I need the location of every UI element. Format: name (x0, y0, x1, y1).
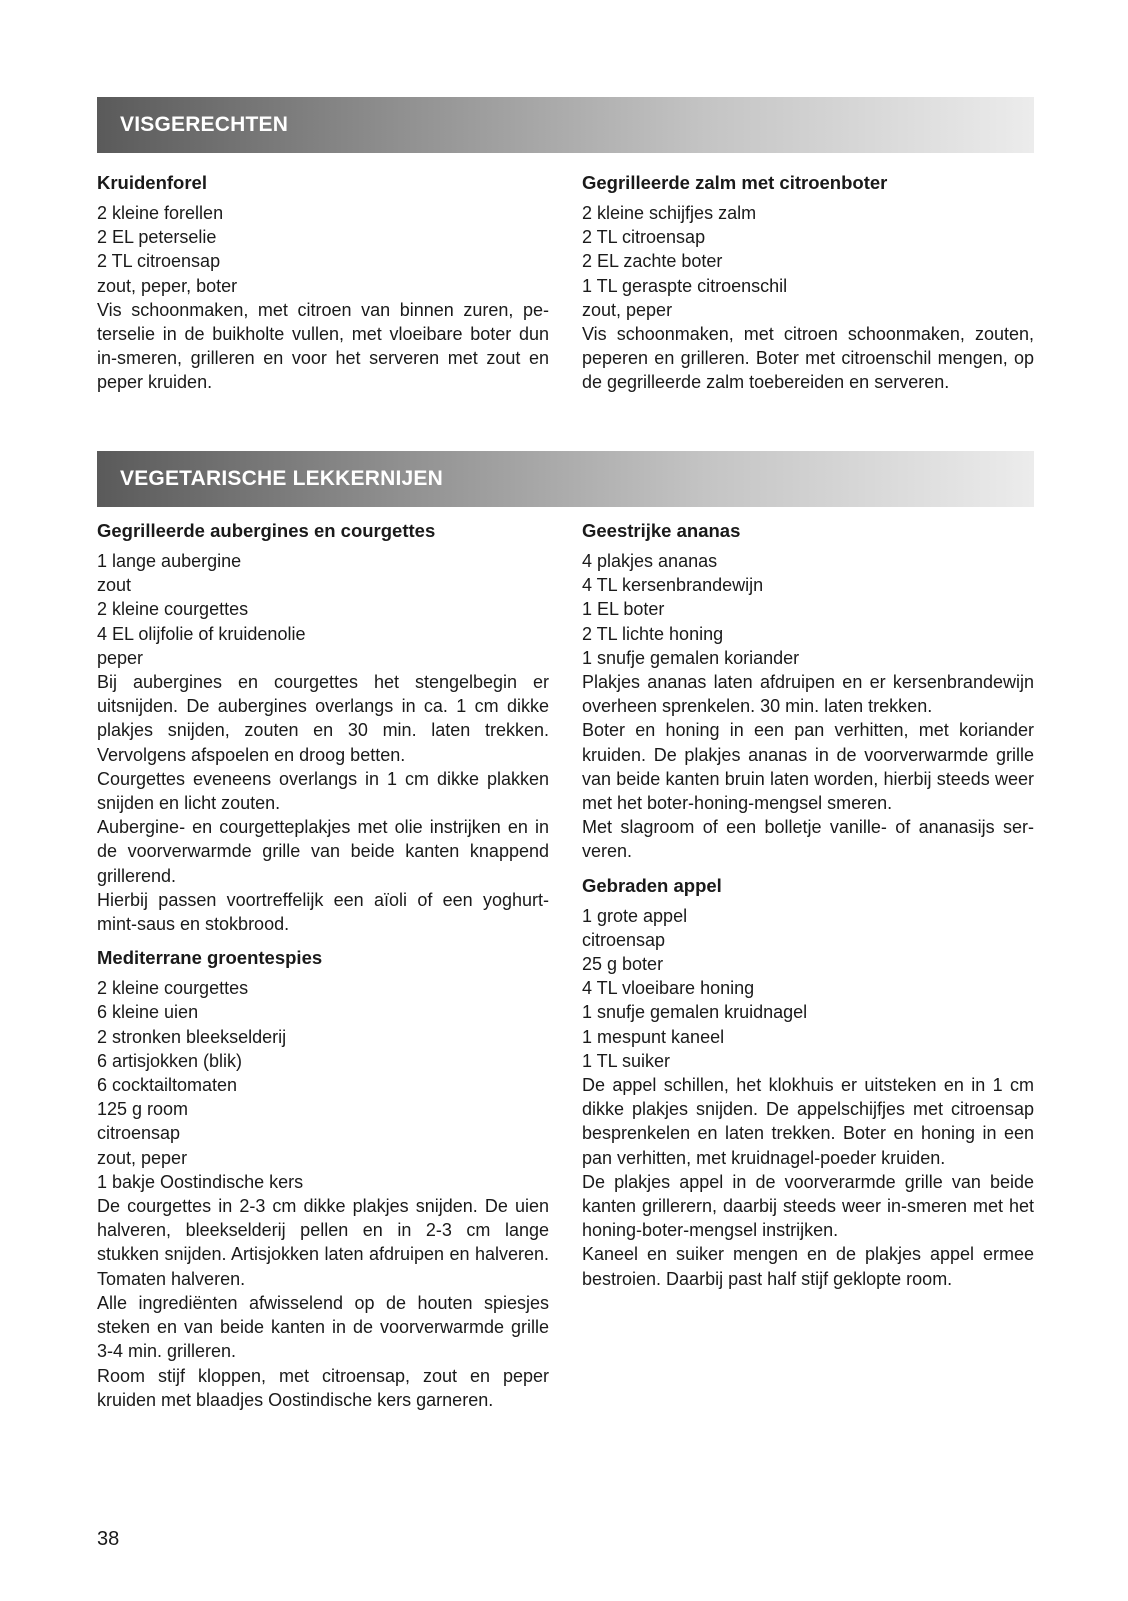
instruction-paragraph: De appel schillen, het klokhuis er uitsteken en in 1 cm dikke plakjes snijden. De appelschijfjes met citroensap besprenkelen en laten trekken. Boter en honing in een pan verhitten, met kruidnagel-poeder kruiden. (582, 1075, 1034, 1168)
instruction-paragraph: Met slagroom of een bolletje vanille- of ananasijs serveren. (582, 817, 1034, 862)
ingredient-line: 6 artisjokken (blik) (97, 1050, 243, 1071)
recipe-title: Geestrijke ananas (582, 520, 741, 541)
recipe-title: Gegrilleerde aubergines en courgettes (97, 520, 436, 541)
ingredient-line: zout, peper (97, 1147, 188, 1168)
ingredient-line: 2 EL peterselie (97, 227, 217, 248)
column-left (97, 519, 549, 1412)
section-title: VEGETARISCHE LEKKERNIJEN (120, 467, 443, 490)
ingredient-line: 6 kleine uien (97, 1002, 199, 1023)
ingredient-line: 2 kleine courgettes (97, 599, 249, 620)
instruction-paragraph: Room stijf kloppen, met citroensap, zout en peper kruiden met blaadjes Oostindische kers garneren. (97, 1365, 549, 1410)
ingredient-line: 2 stronken bleekselderij (97, 1026, 287, 1047)
ingredient-line: citroensap (97, 1123, 181, 1144)
ingredient-line: 1 TL suiker (582, 1050, 671, 1071)
instruction-paragraph: Boter en honing in een pan verhitten, met koriander kruiden. De plakjes ananas in de voorverwarmde grille van beide kanten bruin laten worden, hierbij steeds weer met het boter-honing-mengsel smeren. (582, 720, 1034, 814)
ingredient-line: 1 bakje Oostindische kers (97, 1171, 304, 1192)
instruction-paragraph: De plakjes appel in de voorverarmde grille van beide kanten grillerern, daarbij steeds weer in-smeren met het honing-boter-mengsel instrijken. (582, 1171, 1034, 1241)
column-left (97, 171, 549, 395)
instruction-paragraph: De courgettes in 2-3 cm dikke plakjes snijden. De uien halveren, bleekselderij pellen en in 2-3 cm lange stukken snijden. Artisjokken laten afdruipen en halveren. Tomaten halveren. (97, 1196, 549, 1289)
instruction-paragraph: Alle ingrediënten afwisselend op de houten spiesjes steken en van beide kanten in de voorverwarmde grille 3-4 min. grilleren. (97, 1292, 549, 1362)
ingredient-line: 2 EL zachte boter (582, 251, 723, 272)
ingredient-line: 1 TL geraspte citroenschil (582, 275, 788, 296)
recipe-title: Kruidenforel (97, 172, 207, 193)
ingredient-line: citroensap (582, 929, 666, 950)
ingredient-line: zout (97, 575, 132, 596)
ingredient-line: 1 mespunt kaneel (582, 1026, 725, 1047)
recipe (582, 874, 1034, 1291)
ingredient-line: 1 grote appel (582, 905, 688, 926)
instruction-paragraph: Courgettes eveneens overlangs in 1 cm dikke plakken snijden en licht zouten. (97, 768, 549, 814)
ingredient-line: 4 TL kersenbrandewijn (582, 575, 764, 596)
ingredient-line: 125 g room (97, 1099, 189, 1120)
recipe-title: Mediterrane groentespies (97, 947, 323, 969)
ingredient-line: 4 plakjes ananas (582, 551, 718, 571)
recipe (97, 519, 549, 936)
ingredient-line: 2 kleine forellen (97, 203, 224, 223)
recipe (97, 946, 549, 1412)
instruction-paragraph: Vis schoonmaken, met citroen van binnen zuren, peterselie in de buikholte vullen, met vloeibare boter dun in-smeren, grilleren en voor het serveren met zout en peper kruiden. (97, 299, 549, 393)
ingredient-line: zout, peper (582, 299, 673, 320)
instruction-paragraph: Plakjes ananas laten afdruipen en er kersenbrandewijn overheen sprenkelen. 30 min. laten trekken. (582, 672, 1034, 717)
ingredient-line: 25 g boter (582, 954, 664, 975)
instruction-paragraph: Hierbij passen voortreffelijk een aïoli of een yoghurt-mint-saus en stokbrood. (97, 889, 549, 935)
page-number: 38 (97, 1528, 120, 1550)
ingredient-line: 6 cocktailtomaten (97, 1075, 238, 1096)
ingredient-line: 2 kleine schijfjes zalm (582, 203, 757, 223)
ingredient-line: 2 kleine courgettes (97, 978, 249, 999)
instruction-paragraph: Aubergine- en courgetteplakjes met olie instrijken en in de voorverwarmde grille van beide kanten knappend grillerend. (97, 817, 549, 886)
instruction-paragraph: Bij aubergines en courgettes het stengelbegin er uitsnijden. De aubergines overlangs in ca. 1 cm dikke plakjes snijden, zouten en 30 min. laten trekken. Vervolgens afspoelen en droog betten. (97, 672, 549, 765)
recipe-title: Gegrilleerde zalm met citroenboter (582, 172, 888, 193)
recipe-title: Gebraden appel (582, 874, 722, 896)
ingredient-line: 1 snufje gemalen kruidnagel (582, 1002, 808, 1023)
ingredient-line: 1 EL boter (582, 599, 665, 620)
ingredient-line: peper (97, 647, 144, 668)
section-title: VISGERECHTEN (120, 113, 289, 136)
recipe (582, 519, 1034, 864)
ingredient-line: 1 snufje gemalen koriander (582, 647, 800, 668)
instruction-paragraph: Kaneel en suiker mengen en de plakjes appel ermee bestroien. Daarbij past half stijf geklopte room. (582, 1244, 1034, 1289)
column-right (582, 171, 1034, 395)
ingredient-line: 2 TL lichte honing (582, 623, 724, 644)
ingredient-line: 2 TL citroensap (582, 227, 706, 248)
ingredient-line: 1 lange aubergine (97, 551, 242, 571)
section-header-visgerechten (97, 97, 1034, 153)
recipe (97, 171, 549, 395)
ingredient-line: zout, peper, boter (97, 275, 238, 296)
column-right (582, 519, 1034, 1291)
instruction-paragraph: Vis schoonmaken, met citroen schoonmaken, zouten, peperen en grilleren. Boter met citroenschil mengen, op de gegrilleerde zalm toebereiden en serveren. (582, 324, 1034, 393)
ingredient-line: 2 TL citroensap (97, 251, 221, 272)
ingredient-line: 4 EL olijfolie of kruidenolie (97, 623, 306, 644)
ingredient-line: 4 TL vloeibare honing (582, 978, 755, 999)
recipe (582, 171, 1034, 395)
section-header-vegetarische-lekkernijen (97, 451, 1034, 507)
